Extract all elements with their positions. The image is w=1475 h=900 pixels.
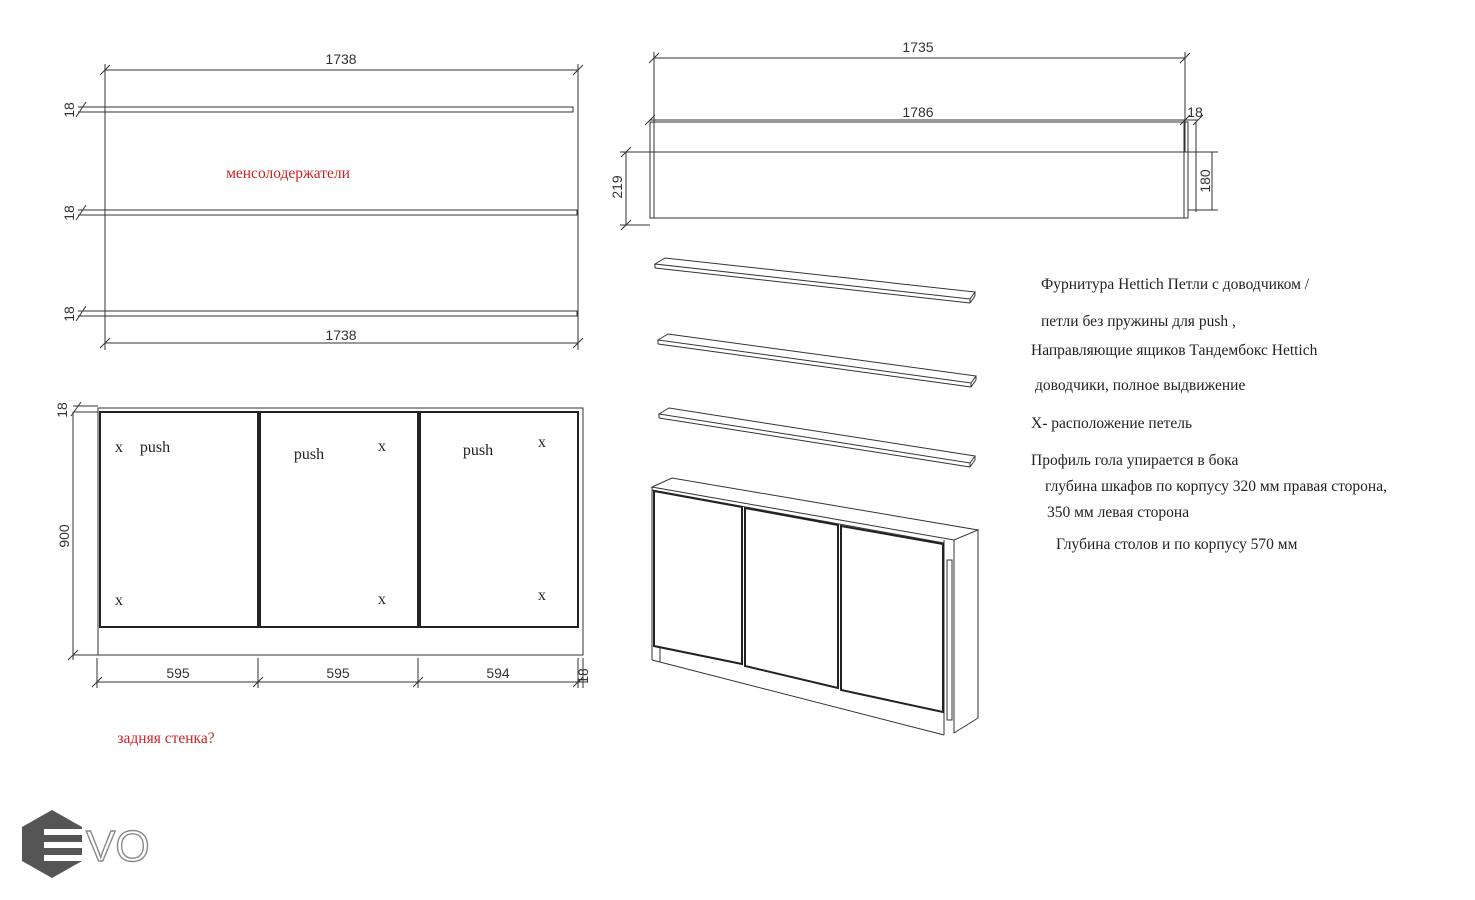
shelf-1-thickness-label: 18 (61, 102, 77, 118)
hinge-mark: x (378, 438, 386, 455)
top-thickness-label: 18 (54, 402, 70, 418)
door-2 (260, 412, 418, 627)
shelves-3d (655, 258, 976, 467)
depth-left-label: 219 (609, 175, 625, 199)
hinge-mark: x (115, 592, 123, 609)
evo-logo (22, 810, 150, 878)
depth-right-label: 180 (1197, 169, 1213, 193)
width-2-label: 595 (326, 665, 350, 681)
hardware-notes (1031, 276, 1387, 553)
note-line: Фурнитура Hettich Петли с доводчиком / (1041, 276, 1310, 293)
note-line: петли без пружины для push , (1041, 313, 1236, 330)
note-line: 350 мм левая сторона (1047, 504, 1190, 521)
shelf-2 (105, 210, 577, 215)
shelf-brackets-note: менсолодержатели (226, 165, 350, 182)
cabinet-3d-door-2 (745, 508, 838, 688)
cabinet-3d-door-3 (841, 526, 943, 712)
shelf-2-thickness-label: 18 (61, 205, 77, 221)
note-line: Глубина столов и по корпусу 570 мм (1056, 536, 1298, 553)
door-3-push-label: push (462, 442, 494, 459)
shelf-bottom-width-label: 1738 (325, 327, 357, 343)
hinge-mark: x (538, 587, 546, 604)
shelf-3d-2 (658, 334, 976, 383)
door-2-push-label: push (293, 446, 325, 463)
top-side-thickness-label: 18 (1187, 104, 1203, 120)
hinge-mark: x (538, 434, 546, 451)
door-1-push-label: push (139, 439, 171, 456)
overall-width-label: 1735 (902, 39, 934, 55)
height-label: 900 (56, 524, 72, 548)
note-line: доводчики, полное выдвижение (1035, 377, 1246, 394)
shelf-3d-3 (659, 408, 975, 463)
note-line: Направляющие ящиков Тандембокс Hettich (1031, 342, 1318, 359)
shelf-3-thickness-label: 18 (61, 306, 77, 322)
hinge-mark: x (115, 439, 123, 456)
width-1-label: 595 (166, 665, 190, 681)
hinge-mark: x (378, 591, 386, 608)
cabinet-3d-door-1 (654, 491, 742, 664)
shelf-plan (61, 51, 583, 350)
shelf-3d-1 (655, 258, 975, 299)
door-1 (100, 412, 258, 627)
note-line: Профиль гола упирается в бока (1031, 452, 1239, 469)
shelf-3 (105, 311, 577, 316)
top-view (609, 39, 1218, 230)
cabinet-3d (652, 478, 978, 735)
width-3-label: 594 (486, 665, 510, 681)
logo-text: VO (86, 822, 150, 871)
front-elevation (54, 402, 591, 747)
shelf-1 (105, 107, 573, 112)
door-3 (420, 412, 578, 627)
side-thickness-label: 18 (575, 668, 591, 684)
note-line: X- расположение петель (1031, 415, 1193, 432)
note-line: глубина шкафов по корпусу 320 мм правая сторона, (1045, 478, 1387, 495)
shelf-top-width-label: 1738 (325, 51, 357, 67)
panel-width-label: 1786 (902, 104, 934, 120)
back-wall-note: задняя стенка? (117, 730, 215, 747)
